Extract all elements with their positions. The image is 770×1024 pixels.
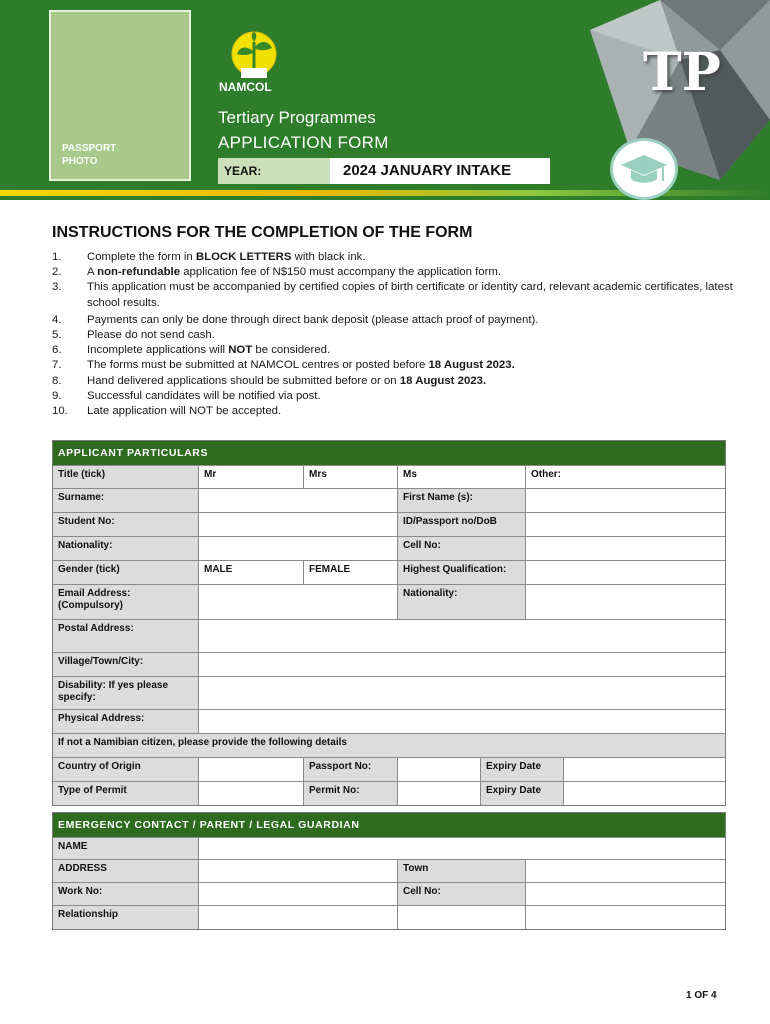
field-label: Permit No: bbox=[303, 782, 397, 805]
email-input[interactable] bbox=[198, 585, 397, 619]
emergency-extra-cell[interactable] bbox=[397, 906, 525, 929]
instruction-item: 9. Successful candidates will be notified via post. bbox=[52, 389, 321, 402]
passport-photo-label: PASSPORT PHOTO bbox=[62, 143, 117, 167]
table-row bbox=[53, 837, 725, 859]
emergency-extra-cell[interactable] bbox=[525, 906, 725, 929]
nationality-input[interactable] bbox=[198, 537, 397, 560]
instruction-item: 2. A non-refundable application fee of N$150 must accompany the application form. bbox=[52, 266, 502, 279]
table-row bbox=[53, 882, 725, 905]
field-label: Expiry Date bbox=[480, 758, 563, 781]
field-label: Country of Origin bbox=[53, 758, 198, 781]
field-label: Passport No: bbox=[303, 758, 397, 781]
instruction-item: 3. This application must be accompanied by certified copies of birth certificate or identity card, relevant academic certificates, latest school results. bbox=[52, 281, 733, 309]
form-title: APPLICATION FORM bbox=[218, 133, 389, 152]
tp-badge: TP bbox=[643, 42, 721, 103]
table-row bbox=[53, 560, 725, 584]
applicant-particulars-table bbox=[52, 440, 726, 806]
emergency-work-no-input[interactable] bbox=[198, 883, 397, 905]
table-row bbox=[53, 652, 725, 676]
table-row bbox=[53, 733, 725, 757]
field-label: Postal Address: bbox=[53, 620, 198, 652]
field-label: Surname: bbox=[53, 489, 198, 512]
foreign-citizen-note: If not a Namibian citizen, please provide the following details bbox=[53, 734, 725, 757]
title-other-field[interactable]: Other: bbox=[525, 466, 725, 488]
country-of-origin-input[interactable] bbox=[198, 758, 303, 781]
nationality-secondary-input[interactable] bbox=[525, 585, 725, 619]
instruction-item: 8. Hand delivered applications should be submitted before or on 18 August 2023. bbox=[52, 374, 487, 387]
graduation-cap-icon bbox=[610, 138, 678, 200]
field-label: Nationality: bbox=[53, 537, 198, 560]
title-mrs-option[interactable]: Mrs bbox=[303, 466, 397, 488]
emergency-relationship-input[interactable] bbox=[198, 906, 397, 929]
table-row bbox=[53, 465, 725, 488]
highest-qualification-input[interactable] bbox=[525, 561, 725, 584]
section-heading: EMERGENCY CONTACT / PARENT / LEGAL GUARDIAN bbox=[53, 813, 725, 837]
instruction-item: 1. Complete the form in BLOCK LETTERS with black ink. bbox=[52, 251, 366, 263]
table-row bbox=[53, 859, 725, 882]
table-row bbox=[53, 619, 725, 652]
field-label: NAME bbox=[53, 838, 198, 859]
table-row bbox=[53, 584, 725, 619]
namcol-logo bbox=[217, 30, 292, 100]
instruction-item: 10. Late application will NOT be accepted. bbox=[52, 405, 282, 418]
physical-address-input[interactable] bbox=[198, 710, 725, 733]
emergency-address-input[interactable] bbox=[198, 860, 397, 882]
cell-no-input[interactable] bbox=[525, 537, 725, 560]
first-name-input[interactable] bbox=[525, 489, 725, 512]
field-label: Nationality: bbox=[397, 585, 525, 619]
field-label: ADDRESS bbox=[53, 860, 198, 882]
permit-no-input[interactable] bbox=[397, 782, 480, 805]
surname-input[interactable] bbox=[198, 489, 397, 512]
title-mr-option[interactable]: Mr bbox=[198, 466, 303, 488]
field-label: Physical Address: bbox=[53, 710, 198, 733]
field-label: ID/Passport no/DoB bbox=[397, 513, 525, 536]
gender-male-option[interactable]: MALE bbox=[198, 561, 303, 584]
student-no-input[interactable] bbox=[198, 513, 397, 536]
field-label: Village/Town/City: bbox=[53, 653, 198, 676]
field-label: Relationship bbox=[53, 906, 198, 929]
field-label: First Name (s): bbox=[397, 489, 525, 512]
permit-type-input[interactable] bbox=[198, 782, 303, 805]
field-label: Cell No: bbox=[397, 883, 525, 905]
field-label: Disability: If yes please specify: bbox=[53, 677, 198, 709]
table-row bbox=[53, 488, 725, 512]
passport-photo-box bbox=[49, 10, 191, 181]
instruction-item: 5. Please do not send cash. bbox=[52, 329, 215, 342]
village-town-city-input[interactable] bbox=[198, 653, 725, 676]
permit-expiry-input[interactable] bbox=[563, 782, 725, 805]
namcol-logo-icon bbox=[217, 30, 292, 82]
section-heading: APPLICANT PARTICULARS bbox=[53, 441, 725, 465]
table-row bbox=[53, 781, 725, 805]
field-label: Email Address: (Compulsory) bbox=[53, 585, 198, 619]
field-label: Gender (tick) bbox=[53, 561, 198, 584]
field-label: Cell No: bbox=[397, 537, 525, 560]
disability-input[interactable] bbox=[198, 677, 725, 709]
table-row bbox=[53, 536, 725, 560]
instruction-item: 4. Payments can only be done through direct bank deposit (please attach proof of payment). bbox=[52, 313, 539, 326]
instructions-title: INSTRUCTIONS FOR THE COMPLETION OF THE FORM bbox=[52, 224, 473, 241]
emergency-town-input[interactable] bbox=[525, 860, 725, 882]
field-label: Student No: bbox=[53, 513, 198, 536]
table-row bbox=[53, 757, 725, 781]
page-number: 1 OF 4 bbox=[686, 990, 717, 1001]
field-label: Type of Permit bbox=[53, 782, 198, 805]
form-subtitle: Tertiary Programmes bbox=[218, 108, 376, 127]
passport-expiry-input[interactable] bbox=[563, 758, 725, 781]
table-row bbox=[53, 512, 725, 536]
title-ms-option[interactable]: Ms bbox=[397, 466, 525, 488]
year-label: YEAR: bbox=[218, 158, 330, 184]
instruction-item: 6. Incomplete applications will NOT be considered. bbox=[52, 344, 331, 357]
table-row bbox=[53, 905, 725, 929]
emergency-contact-table bbox=[52, 812, 726, 930]
table-row bbox=[53, 709, 725, 733]
passport-no-input[interactable] bbox=[397, 758, 480, 781]
table-row bbox=[53, 676, 725, 709]
instruction-item: 7. The forms must be submitted at NAMCOL centres or posted before 18 August 2023. bbox=[52, 359, 515, 372]
logo-wordmark: NAMCOL bbox=[219, 80, 272, 94]
id-passport-input[interactable] bbox=[525, 513, 725, 536]
field-label: Expiry Date bbox=[480, 782, 563, 805]
gender-female-option[interactable]: FEMALE bbox=[303, 561, 397, 584]
field-label: Town bbox=[397, 860, 525, 882]
postal-address-input[interactable] bbox=[198, 620, 725, 652]
instructions-list bbox=[52, 250, 742, 419]
year-value: 2024 JANUARY INTAKE bbox=[330, 158, 550, 184]
emergency-cell-no-input[interactable] bbox=[525, 883, 725, 905]
field-label: Highest Qualification: bbox=[397, 561, 525, 584]
field-label: Work No: bbox=[53, 883, 198, 905]
emergency-name-input[interactable] bbox=[198, 838, 725, 859]
field-label: Title (tick) bbox=[53, 466, 198, 488]
